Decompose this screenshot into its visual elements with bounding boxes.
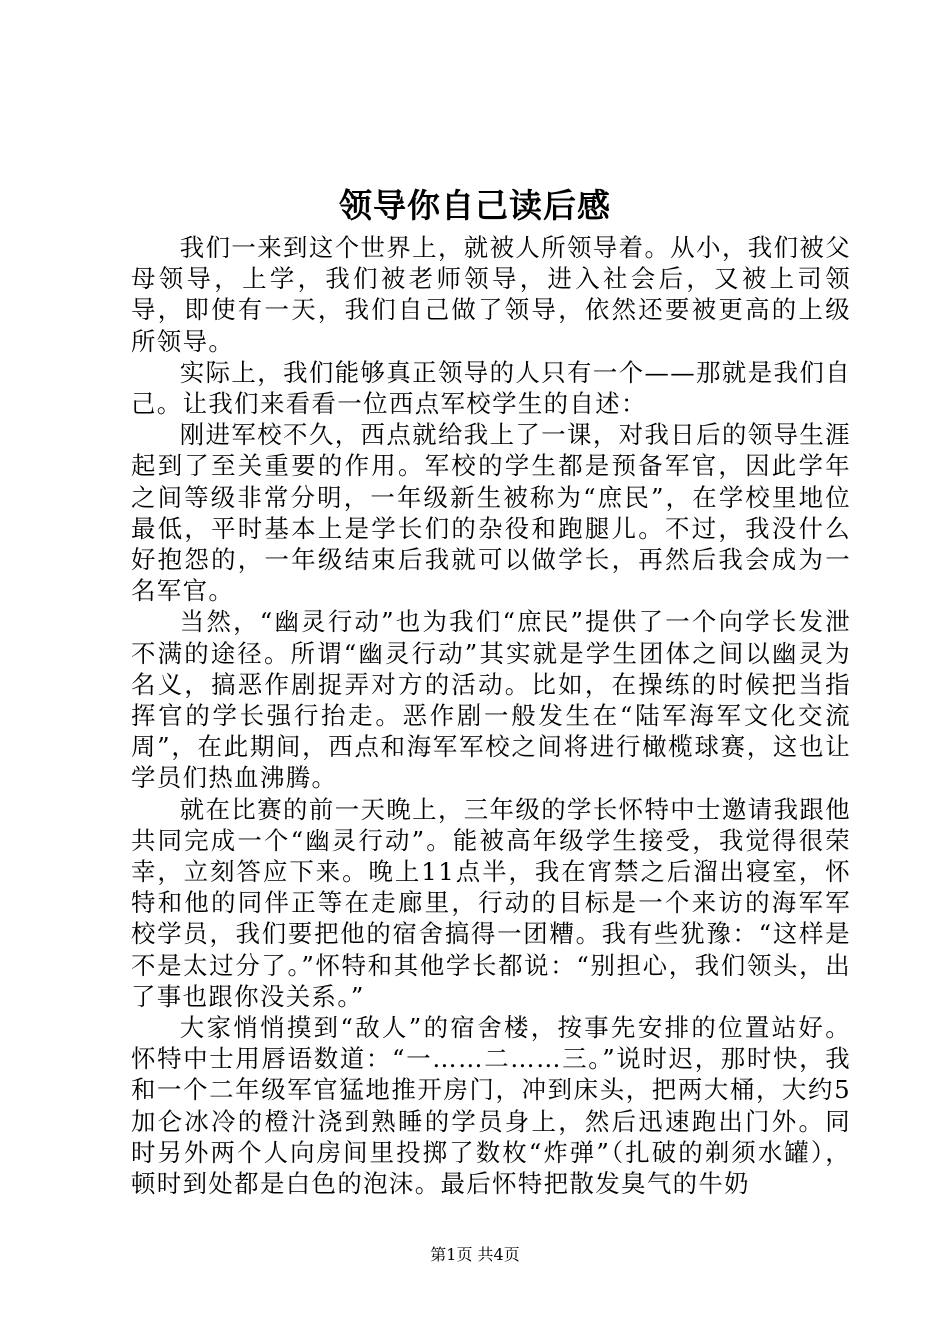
body-paragraph: 我们一来到这个世界上，就被人所领导着。从小，我们被父母领导，上学，我们被老师领导，进入社会后，又被上司领导，即使有一天，我们自己做了领导，依然还要被更高的上级所领导。 [131, 233, 851, 356]
document-title: 领导你自己读后感 [339, 186, 611, 225]
body-paragraph: 当然，“幽灵行动”也为我们“庶民”提供了一个向学长发泄不满的途径。所谓“幽灵行动”其实就是学生团体之间以幽灵为名义，搞恶作剧捉弄对方的活动。比如，在操练的时候把当指挥官的学长强行抬走。恶作剧一般发生在“陆军海军文化交流周”，在此期间，西点和海军军校之间将进行橄榄球赛，这也让学员们热血沸腾。 [131, 607, 851, 793]
body-paragraph: 实际上，我们能够真正领导的人只有一个——那就是我们自己。让我们来看看一位西点军校学生的自述： [131, 357, 851, 419]
body-paragraph: 就在比赛的前一天晚上，三年级的学长怀特中士邀请我跟他共同完成一个“幽灵行动”。能被高年级学生接受，我觉得很荣幸，立刻答应下来。晚上11点半，我在宵禁之后溜出寝室，怀特和他的同伴正等在走廊里，行动的目标是一个来访的海军军校学员，我们要把他的宿舍搞得一团糟。我有些犹豫：“这样是不是太过分了。”怀特和其他学长都说：“别担心，我们领头，出了事也跟你没关系。” [131, 794, 851, 1011]
document-body [131, 232, 851, 1199]
body-paragraph: 刚进军校不久，西点就给我上了一课，对我日后的领导生涯起到了至关重要的作用。军校的学生都是预备军官，因此学年之间等级非常分明，一年级新生被称为“庶民”，在学校里地位最低，平时基本上是学长们的杂役和跑腿儿。不过，我没什么好抱怨的，一年级结束后我就可以做学长，再然后我会成为一名军官。 [131, 420, 851, 606]
body-paragraph: 大家悄悄摸到“敌人”的宿舍楼，按事先安排的位置站好。怀特中士用唇语数道：“一……二……三。”说时迟，那时快，我和一个二年级军官猛地推开房门，冲到床头，把两大桶，大约5加仑冰冷的橙汁浇到熟睡的学员身上，然后迅速跑出门外。同时另外两个人向房间里投掷了数枚“炸弹”（扎破的剃须水罐），顿时到处都是白色的泡沫。最后怀特把散发臭气的牛奶 [131, 1013, 851, 1199]
page-number-footer: 第1页 共4页 [430, 1245, 520, 1264]
